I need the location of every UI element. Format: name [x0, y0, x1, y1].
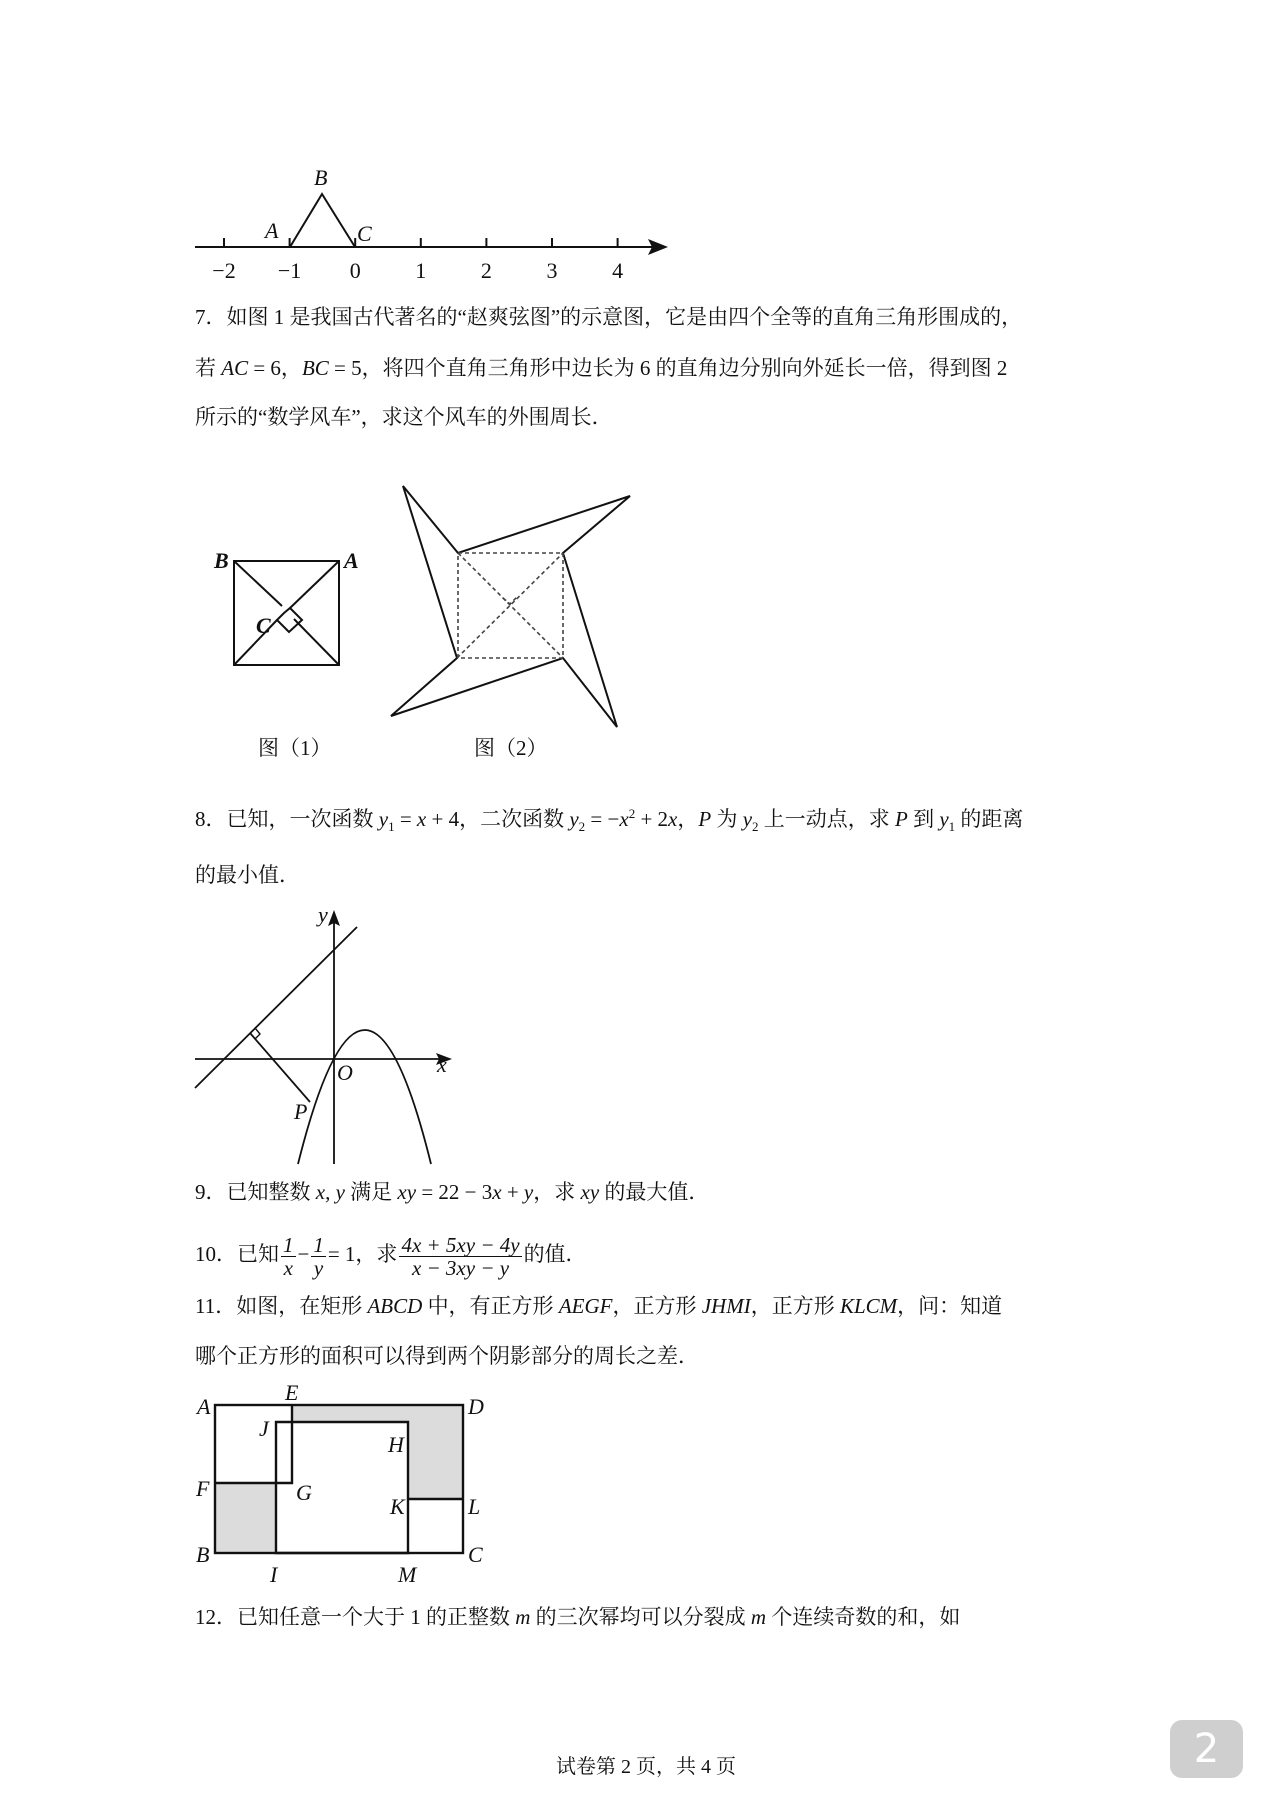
text-run: 上一动点，求 — [758, 807, 896, 831]
text-run: + — [501, 1180, 524, 1204]
text-run: + 4，二次函数 — [426, 807, 570, 831]
rect-label-B: B — [196, 1542, 210, 1567]
text-run: 哪个正方形的面积可以得到两个阴影部分的周长之差． — [195, 1344, 699, 1368]
math-symbol: $y_1$ — [378, 807, 395, 835]
tick-label: −1 — [277, 258, 302, 283]
text-run: 若 — [195, 356, 222, 380]
tick-label: 3 — [546, 258, 558, 283]
math-symbol: P — [895, 807, 908, 831]
math-symbol: BC — [301, 356, 329, 380]
tick-label: 0 — [349, 258, 361, 283]
graph-label-P: P — [294, 1099, 308, 1124]
fig1-label-A: A — [344, 548, 359, 573]
text-run: = − — [585, 807, 620, 831]
math-symbol: $y_2$ — [569, 807, 586, 835]
text-run: 8．已知，一次函数 — [195, 807, 379, 831]
right-angle-mark — [255, 1028, 260, 1039]
math-symbol: $x^2$ — [619, 806, 636, 831]
math-symbol: m — [750, 1605, 767, 1629]
math-symbol: x — [492, 1180, 502, 1204]
rect-label-M: M — [398, 1562, 417, 1587]
shaded-region-left — [215, 1483, 276, 1553]
text-run: 11．如图，在矩形 — [195, 1294, 368, 1318]
graph-label-x: x — [437, 1052, 447, 1077]
denominator: x — [283, 1255, 293, 1280]
rect-label-J: J — [259, 1416, 269, 1441]
text-run: 到 — [907, 807, 940, 831]
text-run: 10．已知 — [195, 1242, 279, 1266]
parabola-y2 — [298, 1030, 431, 1164]
rect-label-G: G — [296, 1480, 312, 1505]
math-symbol: xy — [580, 1180, 600, 1204]
math-symbol: AC — [221, 356, 249, 380]
figure-2-math-windmill — [391, 486, 630, 727]
fig1-caption: 图（1） — [258, 736, 332, 760]
text-run: 的距离 — [955, 807, 1024, 831]
text-run: 9．已知整数 — [195, 1180, 316, 1204]
text-run: = 1，求 — [327, 1242, 398, 1266]
graph-label-y: y — [318, 902, 328, 927]
tick-label: 4 — [612, 258, 624, 283]
text-run: 7．如图 1 是我国古代著名的“赵爽弦图”的示意图，它是由四个全等的直角三角形围成的， — [195, 305, 1023, 329]
text-run: = 6， — [248, 356, 302, 380]
text-run: ，正方形 — [612, 1294, 702, 1318]
text-run: 的三次幂均可以分裂成 — [530, 1605, 751, 1629]
tick-label: 2 — [480, 258, 492, 283]
numerator: 1 — [283, 1232, 294, 1257]
text-run: 中，有正方形 — [422, 1294, 559, 1318]
rect-label-C: C — [468, 1542, 483, 1567]
math-symbol: JHMI — [701, 1294, 751, 1318]
text-run: = — [394, 807, 417, 831]
graph-label-O: O — [337, 1060, 353, 1085]
text-run: 为 — [711, 807, 743, 831]
math-symbol: $y_1$ — [939, 807, 956, 835]
fig1-label-C: C — [256, 613, 271, 638]
text-run: 的值． — [523, 1242, 587, 1266]
text-run: 满足 — [344, 1180, 398, 1204]
math-symbol: xy — [397, 1180, 417, 1204]
perpendicular-segment — [250, 1033, 310, 1102]
label-B: B — [314, 165, 328, 190]
text-run: ，正方形 — [750, 1294, 840, 1318]
q11-figure — [215, 1405, 463, 1553]
text-run: 的最小值． — [195, 863, 300, 887]
math-symbol: P — [698, 807, 712, 831]
figure-1-zhao-shuang-diagram — [234, 561, 339, 665]
text-run: ， — [677, 807, 699, 831]
rect-label-I: I — [270, 1562, 278, 1587]
math-symbol: ABCD — [367, 1294, 423, 1318]
math-symbol: x — [668, 807, 678, 831]
numerator: 1 — [313, 1232, 324, 1257]
rect-label-F: F — [196, 1476, 210, 1501]
shaded-region-right — [292, 1405, 463, 1499]
text-run: = 5，将四个直角三角形中边长为 6 的直角边分别向外延长一倍，得到图 2 — [328, 356, 1008, 380]
rect-label-H: H — [388, 1432, 404, 1457]
page-number-badge[interactable]: 2 — [1170, 1720, 1243, 1778]
label-A: A — [265, 218, 279, 243]
text-run: 的最大值． — [599, 1180, 710, 1204]
math-symbol: m — [515, 1605, 531, 1629]
rect-label-K: K — [390, 1494, 405, 1519]
math-symbol: $y_2$ — [742, 807, 759, 835]
math-symbol: AEGF — [558, 1294, 613, 1318]
text-run: 12．已知任意一个大于 1 的正整数 — [195, 1605, 516, 1629]
label-C: C — [357, 221, 372, 246]
math-symbol: x, y — [315, 1180, 345, 1204]
tick-label: −2 — [212, 258, 236, 283]
text-run: 所示的“数学风车”，求这个风车的外围周长． — [195, 405, 613, 429]
text-run: − — [297, 1242, 310, 1266]
math-symbol: y — [523, 1180, 534, 1204]
text-run: ，问：知道 — [897, 1294, 1003, 1318]
text-run: 个连续奇数的和，如 — [766, 1605, 961, 1629]
page-footer: 试卷第 2 页，共 4 页 — [556, 1756, 736, 1778]
text-run: = 22 − 3 — [416, 1180, 493, 1204]
numerator: 4x + 5xy − 4y — [401, 1232, 520, 1257]
rect-label-L: L — [468, 1494, 481, 1519]
denominator: x − 3xy − y — [411, 1255, 510, 1280]
rect-label-A: A — [197, 1394, 211, 1419]
tick-label: 1 — [415, 258, 427, 283]
math-symbol: KLCM — [839, 1294, 898, 1318]
rect-label-D: D — [468, 1394, 484, 1419]
denominator: y — [313, 1255, 324, 1280]
text-run: ，求 — [533, 1180, 581, 1204]
fig2-caption: 图（2） — [474, 736, 548, 760]
q8-graph — [195, 910, 452, 1164]
math-symbol: x — [416, 807, 427, 831]
rect-label-E: E — [285, 1380, 299, 1405]
fig1-label-B: B — [214, 548, 229, 573]
text-run: + 2 — [635, 807, 669, 831]
